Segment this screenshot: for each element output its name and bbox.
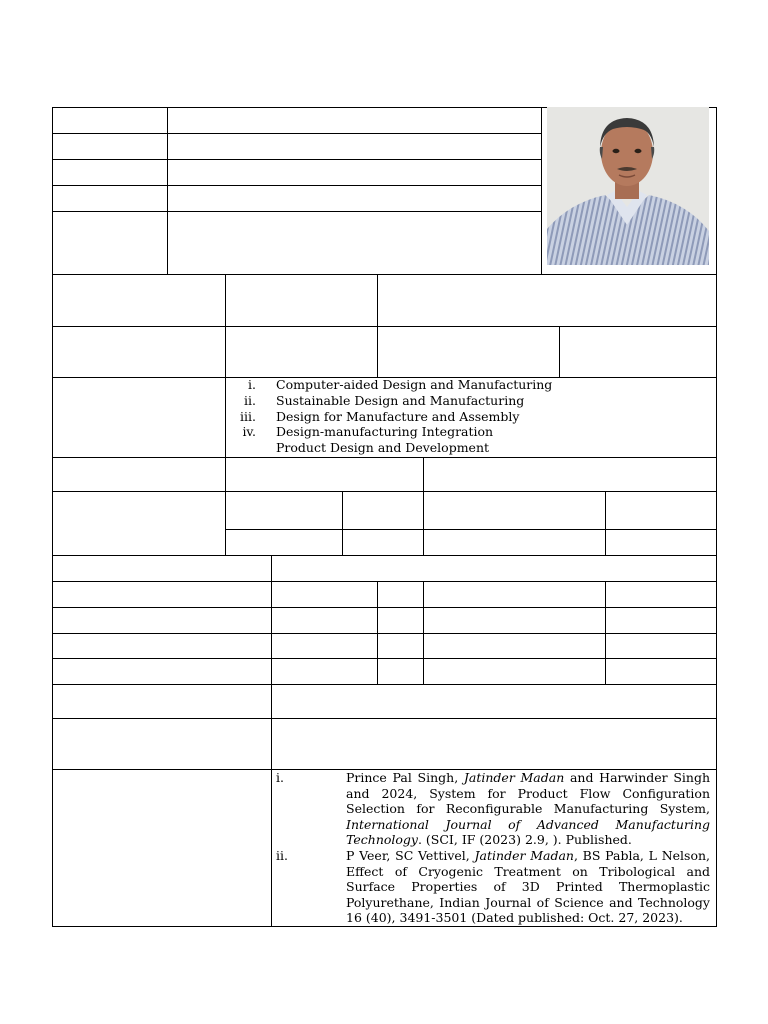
grid-cell xyxy=(52,633,272,659)
grid-cell xyxy=(605,529,717,556)
value-cell-1 xyxy=(167,107,542,134)
publications-label-cell xyxy=(52,769,272,927)
value-cell-11 xyxy=(271,555,717,582)
list-item-number: i. xyxy=(248,377,256,392)
publication-tail: . (SCI, IF (2023) 2.9, ). Published. xyxy=(417,832,632,848)
label-cell-1 xyxy=(52,107,168,134)
list-item-number: iv. xyxy=(242,424,256,440)
publication-authors: P Veer, SC Vettivel, xyxy=(346,847,475,863)
publication-details: , BS Pabla, L Nelson, Effect of Cryogenic Treatment on Tribological and Surface Properties of 3D Printed Thermoplastic Polyurethane, Indian Journal of Science and Technology 16 (40), 3491-3501 (Dated published: Oct. 27, 2023). xyxy=(346,847,710,926)
grid-cell xyxy=(605,633,717,659)
label-cell-12 xyxy=(52,684,272,719)
grid-cell xyxy=(377,633,424,659)
grid-cell xyxy=(225,529,343,556)
publication-number: i. xyxy=(276,770,284,785)
label-cell-2 xyxy=(52,133,168,160)
grid-cell xyxy=(342,529,424,556)
grid-cell xyxy=(52,607,272,634)
grid-cell xyxy=(605,491,717,530)
value-cell-6b xyxy=(377,274,717,327)
list-item-text: Design for Manufacture and Assembly xyxy=(276,408,520,424)
label-cell-6 xyxy=(52,274,226,327)
grid-cell xyxy=(423,491,606,530)
list-item-number: iii. xyxy=(240,408,256,424)
grid-cell xyxy=(423,607,606,634)
profile-photo xyxy=(547,107,709,265)
grid-cell xyxy=(423,633,606,659)
value-cell-4 xyxy=(167,185,542,212)
grid-cell xyxy=(52,658,272,685)
value-cell-7c xyxy=(559,326,717,378)
grid-cell xyxy=(52,581,272,608)
label-cell-13 xyxy=(52,718,272,770)
list-item-number: ii. xyxy=(244,392,256,408)
grid-cell xyxy=(605,581,717,608)
publications-list xyxy=(276,770,710,926)
grid-cell xyxy=(271,633,378,659)
list-item-text: Design-manufacturing Integration xyxy=(276,424,494,440)
value-cell-9b xyxy=(423,457,717,492)
grid-cell xyxy=(423,581,606,608)
value-cell-7b xyxy=(377,326,560,378)
label-cell-3 xyxy=(52,159,168,186)
list-item-text: Computer-aided Design and Manufacturing xyxy=(276,377,553,392)
grid-cell xyxy=(605,607,717,634)
grid-cell xyxy=(377,581,424,608)
publication-item xyxy=(276,770,710,848)
value-cell-3 xyxy=(167,159,542,186)
grid-cell xyxy=(271,658,378,685)
value-cell-12 xyxy=(271,684,717,719)
publication-item xyxy=(276,848,710,926)
grid-cell xyxy=(271,607,378,634)
grid-cell xyxy=(423,658,606,685)
value-cell-7a xyxy=(225,326,378,378)
research-areas-label-cell xyxy=(52,377,226,458)
list-item-text: Product Design and Development xyxy=(276,440,490,456)
publication-journal: International Journal of Advanced Manufacturing Technology xyxy=(346,816,710,848)
grid-cell xyxy=(271,581,378,608)
list-item-text: Sustainable Design and Manufacturing xyxy=(276,392,525,408)
label-cell-9 xyxy=(52,457,226,492)
label-cell-11 xyxy=(52,555,272,582)
grid-cell xyxy=(342,491,424,530)
grid-cell xyxy=(423,529,606,556)
value-cell-6a xyxy=(225,274,378,327)
grid-cell xyxy=(605,658,717,685)
publication-authors: Prince Pal Singh, xyxy=(346,770,464,785)
grid-cell xyxy=(377,607,424,634)
value-cell-9a xyxy=(225,457,424,492)
label-cell-10 xyxy=(52,491,226,556)
grid-cell xyxy=(377,658,424,685)
publication-title: and Harwinder Singh and 2024, System for Product Flow Configuration Selection for Reconfigurable Manufacturing System, xyxy=(346,770,710,817)
label-cell-5 xyxy=(52,211,168,275)
portrait-illustration xyxy=(547,107,709,265)
value-cell-13 xyxy=(271,718,717,770)
label-cell-7 xyxy=(52,326,226,378)
grid-cell xyxy=(225,491,343,530)
publication-number: ii. xyxy=(276,847,288,863)
value-cell-5 xyxy=(167,211,542,275)
value-cell-2 xyxy=(167,133,542,160)
highlighted-author: Jatinder Madan xyxy=(474,847,574,863)
label-cell-4 xyxy=(52,185,168,212)
highlighted-author: Jatinder Madan xyxy=(463,770,565,785)
